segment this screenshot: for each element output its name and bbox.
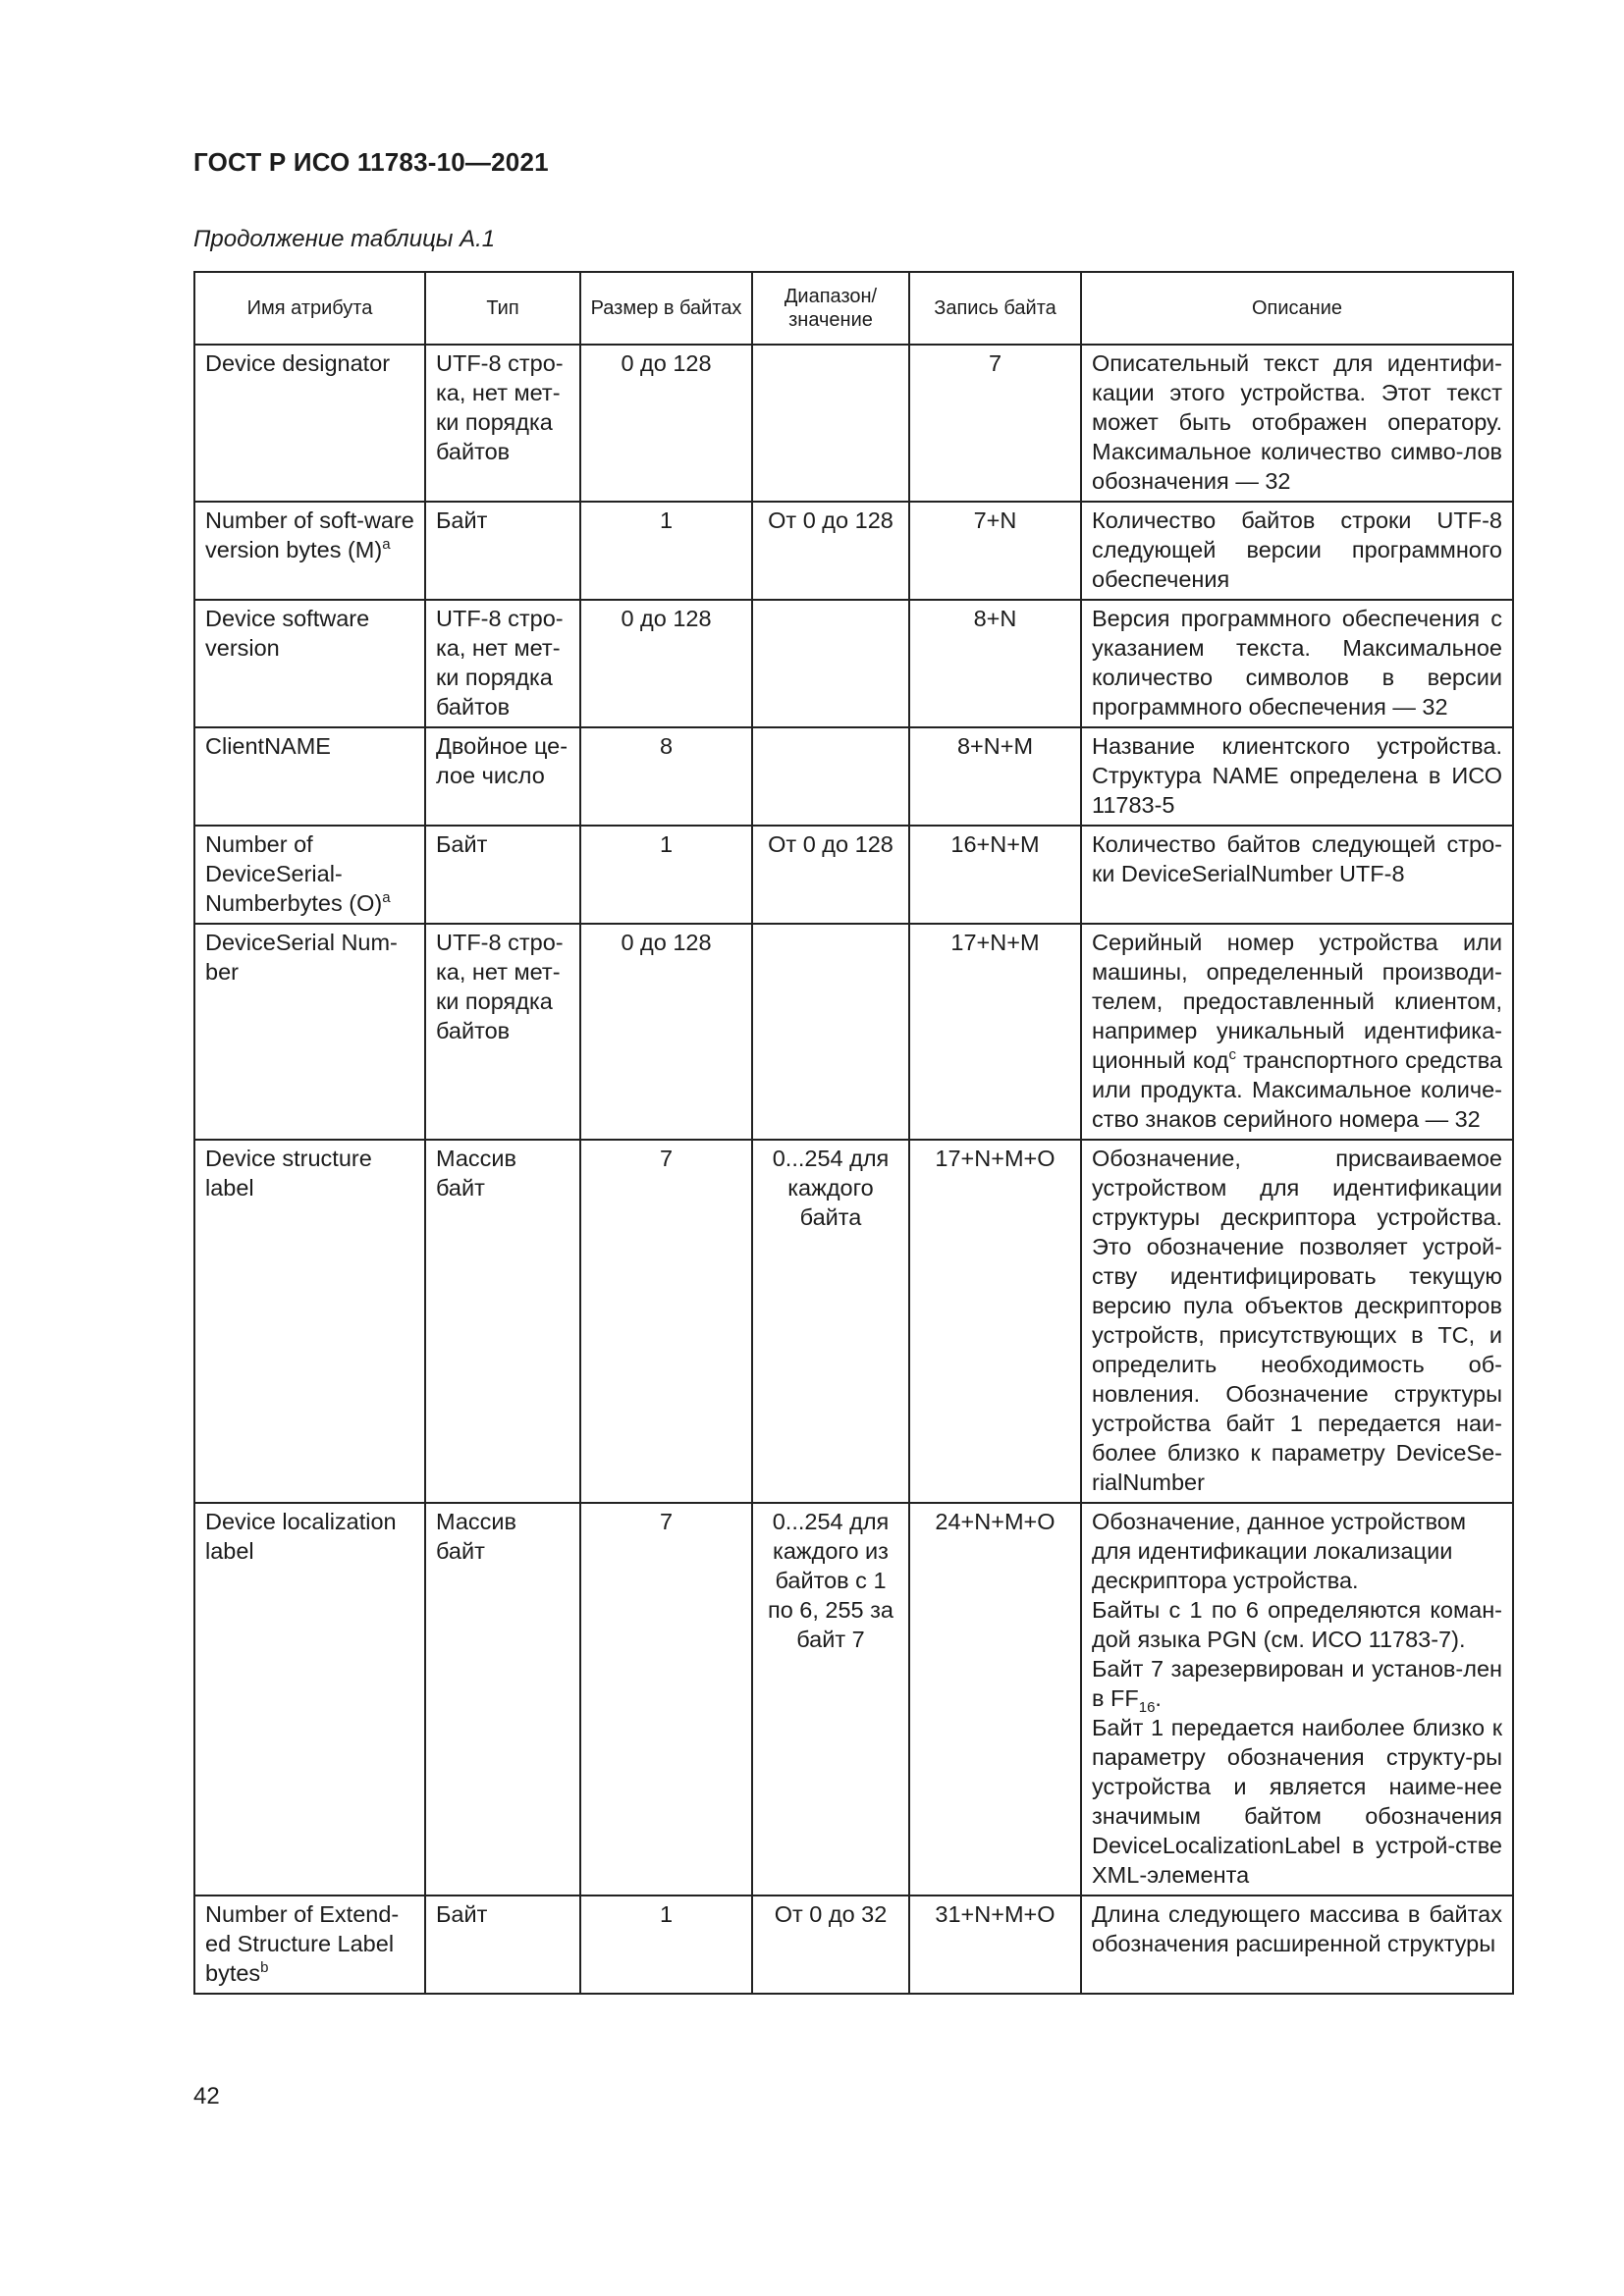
attribute-name-text: Number of DeviceSerial-Numberbytes (O) (205, 831, 383, 916)
attribute-name (194, 1896, 425, 1994)
attribute-description: Количество байтов строки UTF-8 следующей версии программного обеспечения (1081, 502, 1513, 600)
table-row (194, 502, 1513, 600)
attribute-name: Device designator (194, 345, 425, 502)
attribute-record: 17+N+M (909, 924, 1081, 1140)
attribute-size: 1 (580, 1896, 752, 1994)
table-caption: Продолжение таблицы А.1 (193, 226, 496, 252)
attribute-size: 0 до 128 (580, 924, 752, 1140)
attribute-description (1081, 1503, 1513, 1896)
attribute-table (193, 271, 1514, 1995)
attribute-type: Двойное це-лое число (425, 727, 580, 826)
footnote-marker: b (260, 1959, 269, 1976)
attribute-type: Массив байт (425, 1503, 580, 1896)
attribute-description: Версия программного обеспечения с указанием текста. Максимальное количество символов в версии программного обеспечения — 32 (1081, 600, 1513, 727)
description-text: . (1155, 1685, 1162, 1711)
attribute-record: 17+N+M+O (909, 1140, 1081, 1503)
attribute-range (752, 345, 909, 502)
attribute-size: 0 до 128 (580, 345, 752, 502)
attribute-size: 0 до 128 (580, 600, 752, 727)
attribute-type: Байт (425, 502, 580, 600)
subscript: 16 (1138, 1699, 1156, 1716)
table-header-row (194, 272, 1513, 345)
column-header: Запись байта (909, 272, 1081, 345)
attribute-name: Device structure label (194, 1140, 425, 1503)
footnote-marker: a (382, 889, 391, 906)
attribute-name (194, 502, 425, 600)
attribute-range: От 0 до 128 (752, 826, 909, 924)
attribute-description: Обозначение, присваиваемое устройством для идентификации структуры дескриптора устройства. Это обозначение позволяет устрой-ству идентифицировать текущую версию пула объектов дескрипторов устройств, присутствующих в ТС, и определить необходимость об-новления. Обозначение структуры устройства байт 1 передается наи-более близко к параметру DeviceSe-rialNumber (1081, 1140, 1513, 1503)
attribute-type: Байт (425, 1896, 580, 1994)
attribute-size: 1 (580, 502, 752, 600)
attribute-range: 0...254 для каждого из байтов с 1 по 6, 255 за байт 7 (752, 1503, 909, 1896)
attribute-range: От 0 до 32 (752, 1896, 909, 1994)
column-header: Описание (1081, 272, 1513, 345)
page-number: 42 (193, 2083, 220, 2109)
attribute-description: Название клиентского устройства. Структура NAME определена в ИСО 11783-5 (1081, 727, 1513, 826)
attribute-range (752, 924, 909, 1140)
table-row (194, 1503, 1513, 1896)
attribute-description: Длина следующего массива в байтах обозначения расширенной структуры (1081, 1896, 1513, 1994)
description-text: Байт 7 зарезервирован и установ-лен в FF (1092, 1656, 1502, 1711)
column-header: Размер в байтах (580, 272, 752, 345)
table-row (194, 826, 1513, 924)
attribute-size: 8 (580, 727, 752, 826)
attribute-record: 16+N+M (909, 826, 1081, 924)
table-row (194, 1896, 1513, 1994)
attribute-size: 7 (580, 1140, 752, 1503)
description-text: транспортного средства или продукта. Максимальное количе-ство знаков серийного номера — 32 (1092, 1047, 1502, 1132)
attribute-range: 0...254 для каждого байта (752, 1140, 909, 1503)
attribute-description: Количество байтов следующей стро-ки DeviceSerialNumber UTF-8 (1081, 826, 1513, 924)
attribute-record: 31+N+M+O (909, 1896, 1081, 1994)
table-row (194, 924, 1513, 1140)
attribute-range (752, 600, 909, 727)
attribute-size: 7 (580, 1503, 752, 1896)
attribute-name-text: Number of soft-ware version bytes (M) (205, 507, 414, 562)
description-paragraph: Байт 1 передается наиболее близко к параметру обозначения структу-ры устройства и является наиме-нее значимым байтом обозначения DeviceLocalizationLabel в устрой-стве XML-элемента (1092, 1715, 1502, 1888)
table-row (194, 1140, 1513, 1503)
column-header: Диапазон/ значение (752, 272, 909, 345)
attribute-name: DeviceSerial Num-ber (194, 924, 425, 1140)
attribute-record: 8+N (909, 600, 1081, 727)
attribute-size: 1 (580, 826, 752, 924)
attribute-name: ClientNAME (194, 727, 425, 826)
attribute-type: Массив байт (425, 1140, 580, 1503)
attribute-type: UTF-8 стро-ка, нет мет-ки порядка байтов (425, 345, 580, 502)
column-header: Тип (425, 272, 580, 345)
attribute-record: 8+N+M (909, 727, 1081, 826)
attribute-range: От 0 до 128 (752, 502, 909, 600)
table-row (194, 600, 1513, 727)
attribute-record: 24+N+M+O (909, 1503, 1081, 1896)
attribute-description (1081, 924, 1513, 1140)
footnote-marker: a (382, 536, 391, 553)
description-text: Серийный номер устройства или машины, определенный производи-телем, предоставленный клиентом, например уникальный идентифика-ционный код (1092, 930, 1502, 1073)
attribute-name-text: Number of Extend-ed Structure Label bytes (205, 1901, 400, 1986)
table-row (194, 345, 1513, 502)
attribute-type: UTF-8 стро-ка, нет мет-ки порядка байтов (425, 924, 580, 1140)
attribute-name: Device localization label (194, 1503, 425, 1896)
column-header: Имя атрибута (194, 272, 425, 345)
document-header: ГОСТ Р ИСО 11783-10—2021 (193, 147, 549, 177)
attribute-range (752, 727, 909, 826)
footnote-marker: c (1228, 1046, 1237, 1063)
table-row (194, 727, 1513, 826)
description-paragraph: Байты с 1 по 6 определяются коман-дой языка PGN (см. ИСО 11783-7). (1092, 1597, 1502, 1652)
attribute-record: 7+N (909, 502, 1081, 600)
attribute-name (194, 826, 425, 924)
description-paragraph (1092, 1654, 1502, 1716)
attribute-name: Device software version (194, 600, 425, 727)
attribute-description: Описательный текст для идентифи-кации этого устройства. Этот текст может быть отображен оператору. Максимальное количество симво-лов обозначения — 32 (1081, 345, 1513, 502)
attribute-type: UTF-8 стро-ка, нет мет-ки порядка байтов (425, 600, 580, 727)
attribute-record: 7 (909, 345, 1081, 502)
attribute-type: Байт (425, 826, 580, 924)
description-paragraph: Обозначение, данное устройством для идентификации локализации дескриптора устройства. (1092, 1509, 1467, 1593)
